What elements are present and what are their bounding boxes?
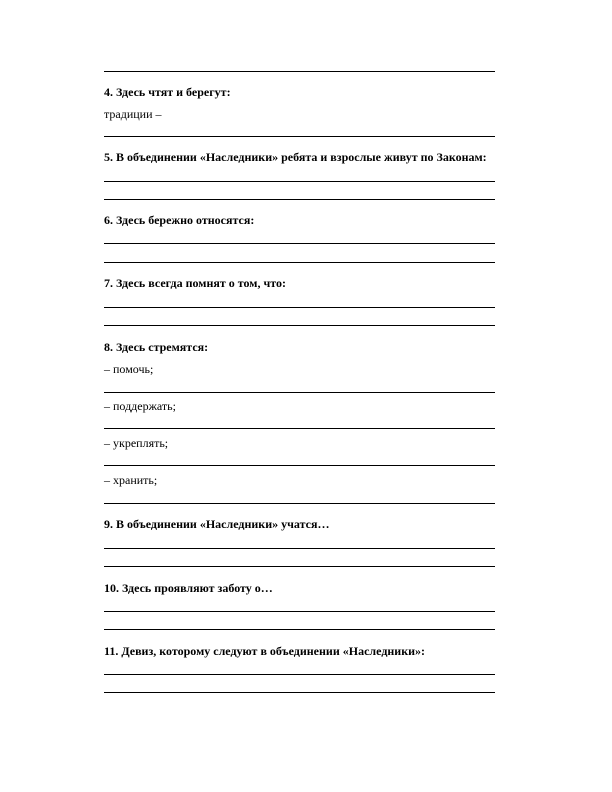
answer-line [104, 136, 495, 137]
answer-line [104, 307, 495, 308]
answer-line [104, 71, 495, 72]
answer-line [104, 548, 495, 549]
answer-line [104, 465, 495, 466]
question-5-heading: 5. В объединении «Наследники» ребята и взрослые живут по Законам: [104, 150, 487, 164]
question-6-heading: 6. Здесь бережно относятся: [104, 213, 255, 227]
answer-line [104, 611, 495, 612]
question-8-item-4: – хранить; [104, 473, 158, 487]
answer-line [104, 199, 495, 200]
answer-line [104, 692, 495, 693]
question-8-item-2: – поддержать; [104, 399, 176, 413]
question-11-heading: 11. Девиз, которому следуют в объединении «Наследники»: [104, 644, 426, 658]
question-8-item-3: – укреплять; [104, 436, 169, 450]
answer-line [104, 262, 495, 263]
question-7-heading: 7. Здесь всегда помнят о том, что: [104, 276, 286, 290]
answer-line [104, 674, 495, 675]
answer-line [104, 243, 495, 244]
answer-line [104, 392, 495, 393]
answer-line [104, 325, 495, 326]
question-9-heading: 9. В объединении «Наследники» учатся… [104, 517, 330, 531]
answer-line [104, 181, 495, 182]
question-8-heading: 8. Здесь стремятся: [104, 340, 209, 354]
answer-line [104, 503, 495, 504]
answer-line [104, 566, 495, 567]
question-4-heading: 4. Здесь чтят и берегут: [104, 85, 231, 99]
answer-line [104, 629, 495, 630]
question-10-heading: 10. Здесь проявляют заботу о… [104, 581, 273, 595]
answer-line [104, 428, 495, 429]
question-8-item-1: – помочь; [104, 362, 154, 376]
question-4-item-1: традиции – [104, 107, 162, 121]
